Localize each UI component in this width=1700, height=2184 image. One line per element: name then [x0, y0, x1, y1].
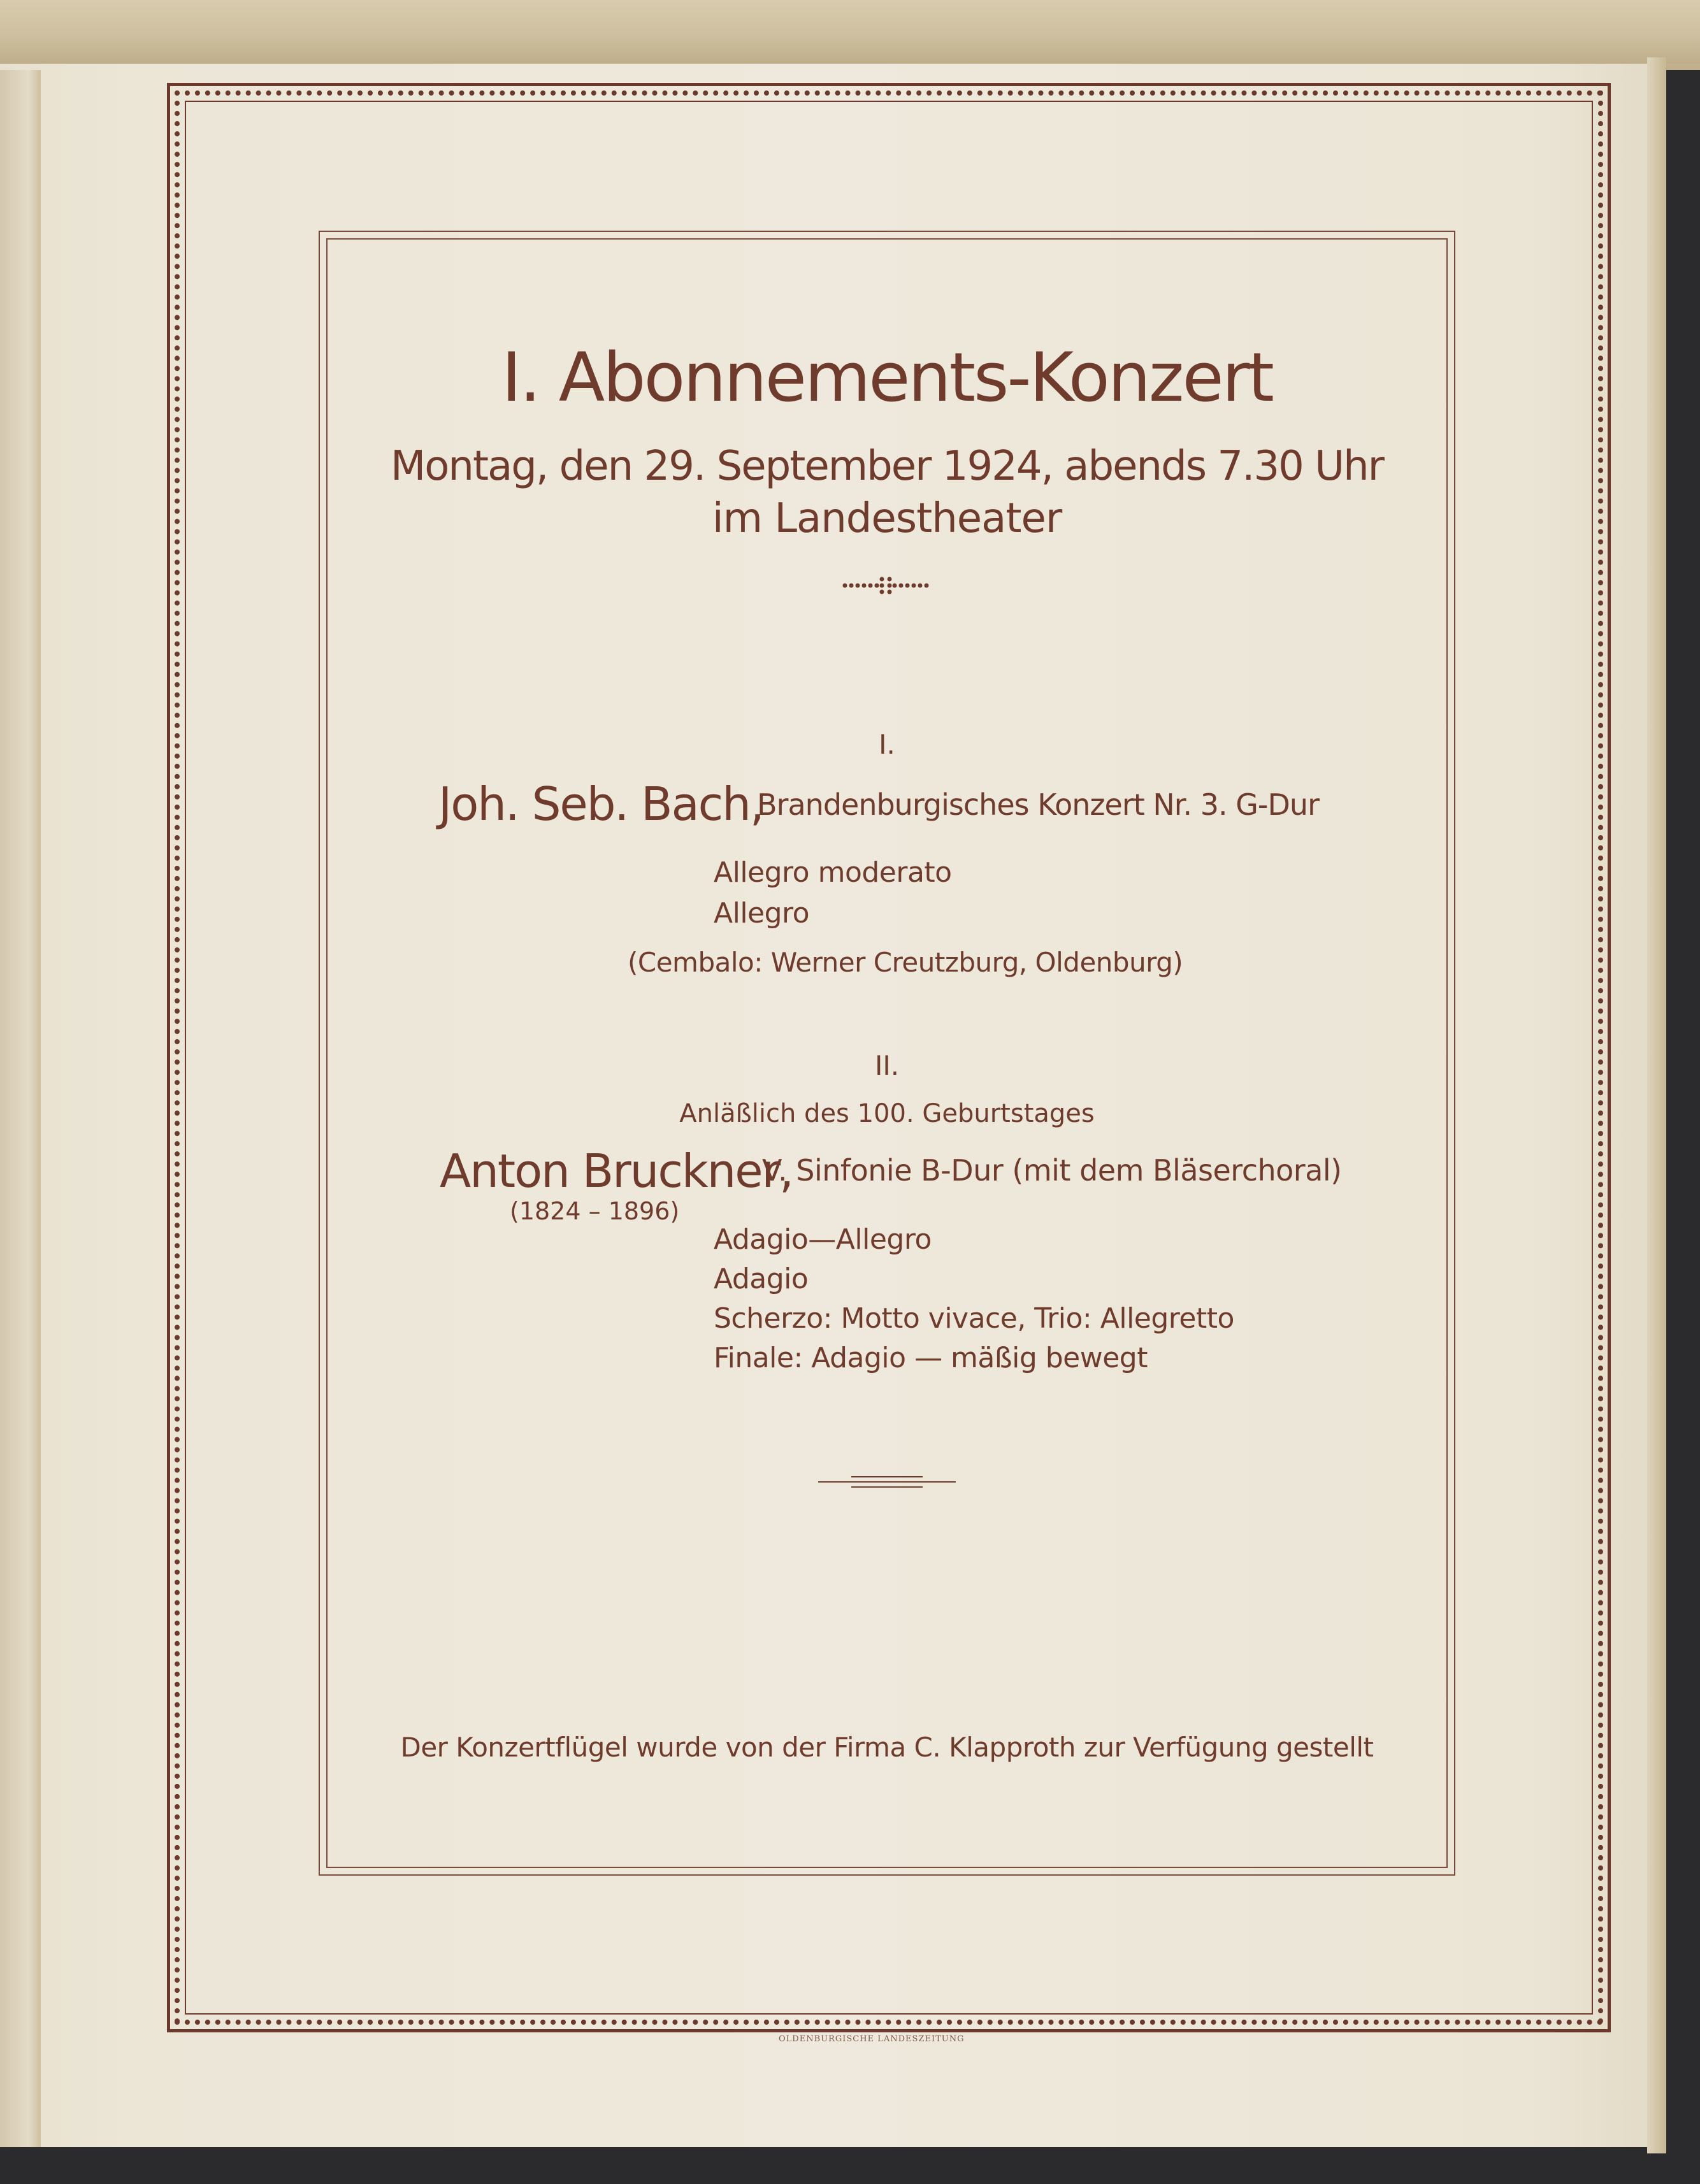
movement: Allegro moderato [714, 856, 952, 889]
movement: Scherzo: Motto vivace, Trio: Allegretto [714, 1302, 1234, 1335]
composer-bach: Joh. Seb. Bach, [438, 777, 763, 831]
performer-note: (Cembalo: Werner Creutzburg, Oldenburg) [628, 947, 1183, 978]
concert-title: I. Abonnements-Konzert [501, 338, 1272, 417]
work-symphony-5: V. Sinfonie B-Dur (mit dem Bläserchoral) [762, 1153, 1342, 1188]
right-page-edge [1647, 57, 1666, 2153]
concert-venue: im Landestheater [712, 495, 1062, 542]
concert-date: Montag, den 29. September 1924, abends 7.30 Uhr [391, 443, 1383, 490]
printer-imprint: OLDENBURGISCHE LANDESZEITUNG [779, 2034, 965, 2044]
part-one-numeral: I. [879, 729, 895, 760]
work-brandenburg: Brandenburgisches Konzert Nr. 3. G-Dur [757, 787, 1319, 822]
movement: Adagio [714, 1263, 809, 1295]
divider-rule [818, 1474, 956, 1490]
composer-bruckner: Anton Bruckner, [440, 1144, 793, 1198]
part-two-numeral: II. [874, 1050, 900, 1081]
movement: Adagio—Allegro [714, 1223, 932, 1256]
movement: Allegro [714, 897, 810, 930]
dotted-ornament-icon [842, 576, 929, 595]
page-top-edge [0, 0, 1700, 64]
occasion-line: Anläßlich des 100. Geburtstages [679, 1099, 1095, 1128]
left-page-edge [0, 70, 41, 2147]
piano-credit: Der Konzertflügel wurde von der Firma C. Klapproth zur Verfügung gestellt [400, 1732, 1374, 1763]
movement: Finale: Adagio — mäßig bewegt [714, 1342, 1148, 1374]
composer-years: (1824 – 1896) [510, 1197, 680, 1225]
